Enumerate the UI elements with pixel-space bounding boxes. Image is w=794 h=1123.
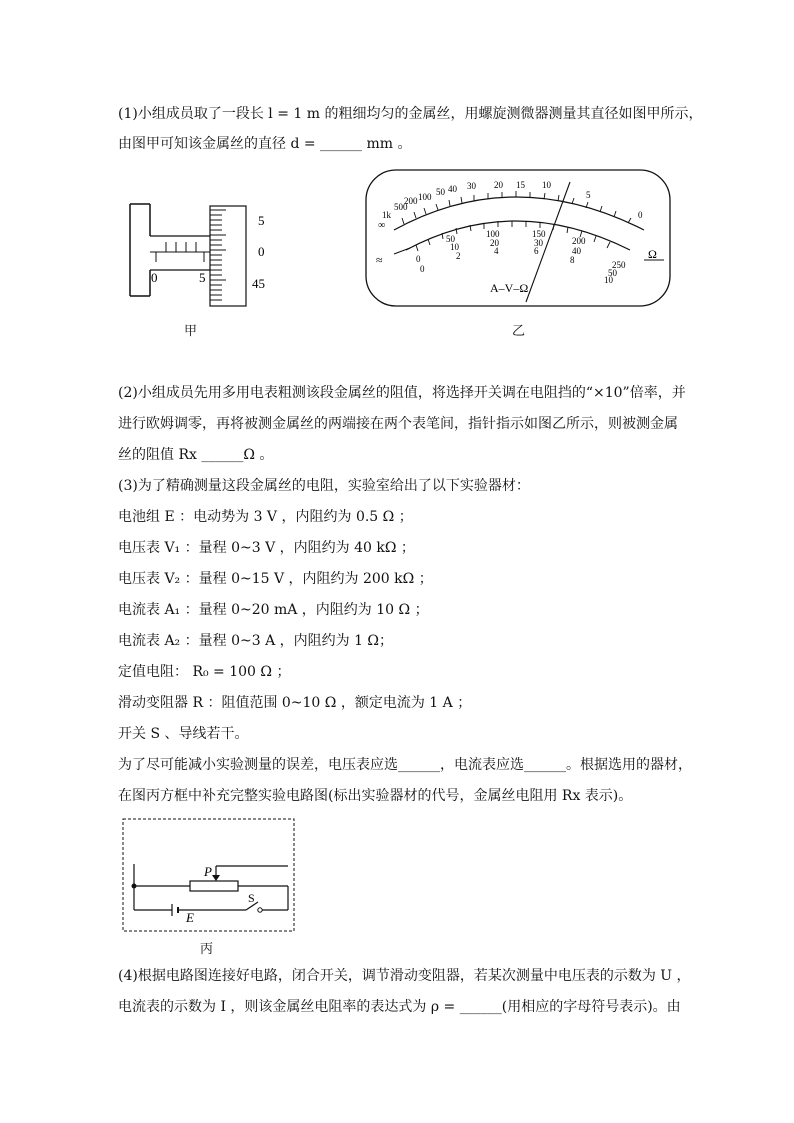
q1-line1: (1)小组成员取了一段长 l = 1 m 的粗细均匀的金属丝，用螺旋测微器测量其直径如图甲所示， (118, 106, 703, 122)
ohm-label-100: 100 (418, 192, 432, 202)
ohm-label-15: 15 (516, 180, 525, 190)
row-a-200: 200 (572, 236, 586, 246)
thimble-tick-5: 5 (258, 213, 265, 228)
q2-line3: 丝的阻值 Rx ______Ω 。 (118, 447, 274, 463)
dc-symbol: ≈ (376, 253, 383, 267)
ohm-label-40: 40 (448, 184, 457, 194)
item-fixed-resistor: 定值电阻： R₀ = 100 Ω ； (118, 664, 291, 680)
ohm-label-1k: 1k (382, 210, 391, 220)
item-ammeter-a2: 电流表 A₂ ：量程 0~3 A ，内阻约为 1 Ω； (118, 633, 394, 649)
ohm-label-5: 5 (586, 190, 591, 200)
meter-model-label: A–V–Ω (490, 281, 529, 295)
row-c-0: 0 (420, 264, 425, 274)
label-p: P (204, 864, 212, 879)
item-voltmeter-v2: 电压表 V₂ ：量程 0~15 V ，内阻约为 200 kΩ ； (118, 571, 433, 587)
ohm-label-10: 10 (542, 180, 551, 190)
q1-line2: 由图甲可知该金属丝的直径 d = ______ mm 。 (118, 136, 412, 152)
sleeve-tick-5: 5 (199, 270, 206, 285)
caption-yi: 乙 (512, 324, 526, 339)
item-ammeter-a1: 电流表 A₁ ：量程 0~20 mA ，内阻约为 10 Ω ； (118, 602, 429, 618)
q4-line2: 电流表的示数为 I ，则该金属丝电阻率的表达式为 ρ = ______(用相应的字母符号表示)。由 (118, 999, 681, 1015)
thimble-tick-45: 45 (252, 276, 265, 291)
q3-ask-line1: 为了尽可能减小实验测量的误差，电压表应选______，电流表应选______。根据选用的器材， (118, 757, 692, 773)
row-c-6: 6 (534, 246, 539, 256)
q4-line1: (4)根据电路图连接好电路，闭合开关，调节滑动变阻器，若某次测量中电压表的示数为 U ， (118, 968, 691, 984)
ohm-label-0: 0 (638, 210, 643, 220)
row-c-10: 10 (604, 275, 613, 285)
ohm-label-50: 50 (436, 187, 445, 197)
ohm-label-30: 30 (467, 181, 476, 191)
row-a-50: 50 (446, 234, 455, 244)
row-b-10: 10 (450, 242, 459, 252)
row-b-30: 30 (534, 238, 543, 248)
item-rheostat: 滑动变阻器 R ：阻值范围 0~10 Ω ，额定电流为 1 A ； (118, 695, 472, 711)
circuit-figure (120, 816, 298, 936)
row-b-20: 20 (490, 238, 499, 248)
row-c-8: 8 (570, 255, 575, 265)
row-c-2: 2 (456, 251, 461, 261)
row-b-50: 50 (608, 268, 617, 278)
q2-line1: (2)小组成员先用多用电表粗测该段金属丝的阻值，将选择开关调在电阻挡的“×10”倍率，并 (118, 385, 686, 401)
label-s: S (248, 891, 255, 905)
row-a-100: 100 (486, 229, 500, 239)
q3-line1: (3)为了精确测量这段金属丝的电阻，实验室给出了以下实验器材： (118, 478, 530, 494)
multimeter-figure (364, 168, 672, 310)
ohm-label-500: 500 (394, 202, 408, 212)
ohm-label-20: 20 (494, 180, 503, 190)
item-battery: 电池组 E ：电动势为 3 V ，内阻约为 0.5 Ω ； (118, 509, 413, 525)
thimble-tick-0: 0 (258, 244, 265, 259)
row-a-250: 250 (612, 260, 626, 270)
item-voltmeter-v1: 电压表 V₁ ：量程 0~3 V ，内阻约为 40 kΩ ； (118, 540, 415, 556)
caption-jia: 甲 (184, 324, 198, 339)
q2-line2: 进行欧姆调零，再将被测金属丝的两端接在两个表笔间，指针指示如图乙所示，则被测金属 (118, 416, 678, 432)
micrometer-figure (126, 196, 296, 308)
q3-ask-line2: 在图丙方框中补充完整实验电路图(标出实验器材的代号，金属丝电阻用 Rx 表示)。 (118, 788, 633, 804)
row-b-40: 40 (572, 246, 581, 256)
ohm-label-200: 200 (404, 196, 418, 206)
ohm-label-inf: ∞ (378, 220, 386, 231)
item-switch: 开关 S 、导线若干。 (118, 726, 249, 742)
row-c-4: 4 (494, 246, 499, 256)
label-e: E (186, 910, 194, 925)
row-a-150: 150 (532, 229, 546, 239)
ohm-symbol: Ω (648, 247, 657, 261)
caption-bing: 丙 (200, 942, 214, 957)
sleeve-tick-0: 0 (151, 270, 158, 285)
row-b-0: 0 (416, 254, 421, 264)
